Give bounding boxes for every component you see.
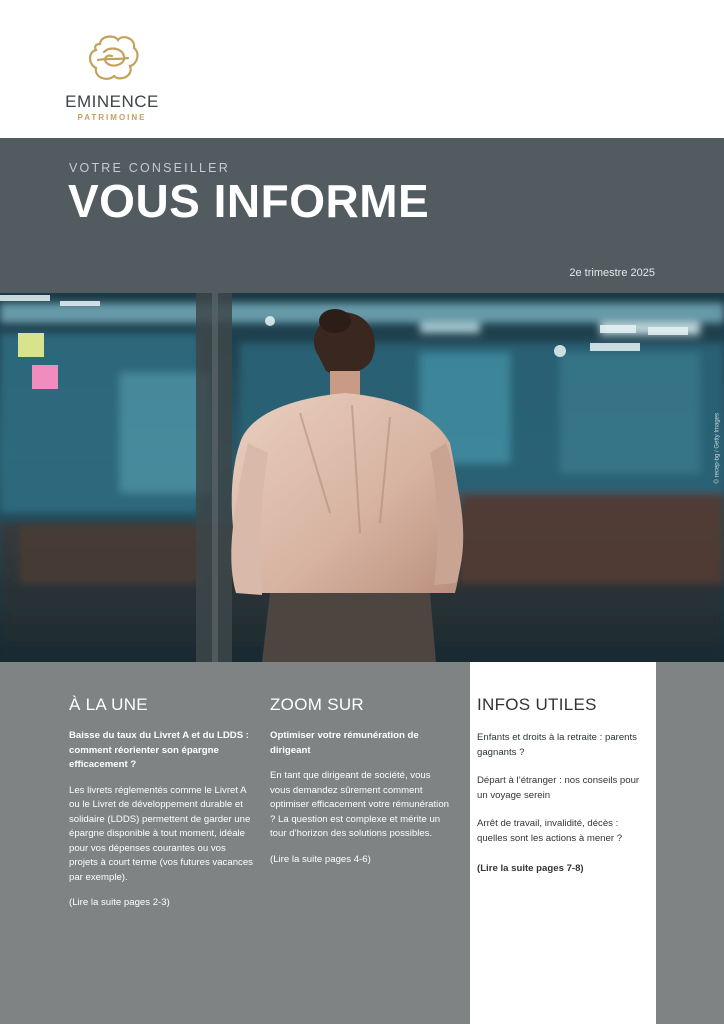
info-item: Enfants et droits à la retraite : parents gagnants ? (477, 732, 637, 758)
title-band (0, 138, 724, 293)
band-kicker: VOTRE CONSEILLER (69, 161, 230, 175)
photo-credit: © recep-bg / Getty Images (714, 413, 720, 484)
section-title-infos-utiles: INFOS UTILES (477, 695, 597, 714)
column-infos-utiles (470, 662, 656, 1024)
hero-photo (0, 293, 724, 662)
section-title-zoom-sur: ZOOM SUR (270, 695, 365, 714)
column-a-la-une (69, 662, 255, 911)
eminence-logo-icon (84, 30, 140, 86)
issue-date: 2e trimestre 2025 (569, 267, 655, 279)
article-body: Les livrets réglementés comme le Livret A ou le Livret de développement durable et solidaire (LDDS) permettent de garder une épargne disponible à tout moment, idéale pour vos dépenses courantes ou vos projets à court terme (vos futures vacances par exemple). (69, 784, 253, 883)
read-more-link[interactable]: (Lire la suite pages 4-6) (270, 853, 371, 865)
section-title-a-la-une: À LA UNE (69, 695, 148, 714)
read-more-link[interactable]: (Lire la suite pages 2-3) (69, 897, 170, 908)
read-more-link[interactable]: (Lire la suite pages 7-8) (477, 863, 584, 874)
page-title: VOUS INFORME (68, 175, 430, 227)
article-lead: Optimiser votre rémunération de dirigeant (270, 730, 419, 756)
office-scene-image (0, 293, 724, 662)
column-zoom-sur (270, 662, 450, 867)
brand-name: EMINENCE (65, 92, 159, 111)
brand-subtitle: PATRIMOINE (77, 113, 147, 122)
info-item: Arrêt de travail, invalidité, décès : quelles sont les actions à mener ? (477, 818, 623, 844)
logo-header (0, 0, 724, 138)
summary-section (0, 662, 724, 1024)
article-lead: Baisse du taux du Livret A et du LDDS : comment réorienter son épargne efficacement ? (69, 730, 249, 770)
article-body: En tant que dirigeant de société, vous vous demandez sûrement comment optimiser efficacement votre rémunération ? La question est complexe et mérite un tour d’horizon des solutions possibles. (270, 770, 449, 839)
info-item: Départ à l’étranger : nos conseils pour un voyage serein (477, 775, 640, 801)
